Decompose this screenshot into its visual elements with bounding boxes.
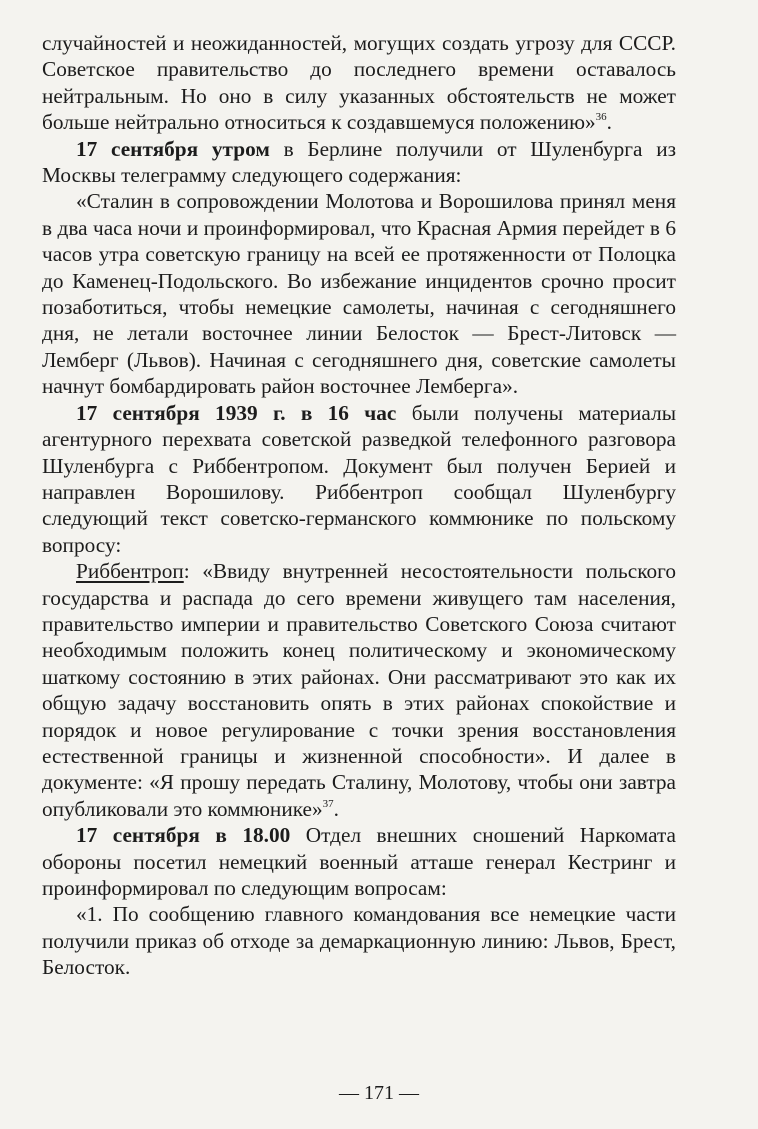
text-segment: : «Ввиду внутренней несостоятельности польского государства и распада до сего времени живущего там населения, правительство империи и правительство Советского Союза считают необходимым положить конец политическому и экономическому шаткому состоянию в этих районах. Они рассматривают это как их общую задачу восстановить опять в этих районах спокойствие и порядок и новое регулирование с точки зрения восстановления естественной границы и жизненной способности». И далее в документе: «Я прошу передать Сталину, Молотову, чтобы они завтра опубликовали это коммюнике» xyxy=(42,559,676,821)
paragraph-p5 xyxy=(42,558,676,822)
paragraph-p4 xyxy=(42,400,676,558)
date-heading: 17 сентября 1939 г. в 16 час xyxy=(76,400,397,425)
body-text xyxy=(42,30,676,981)
paragraph-p7 xyxy=(42,901,676,980)
page-number: — 171 — xyxy=(339,1082,419,1104)
text-segment: были получены материалы агентурного перехвата советской разведкой телефонного разговора Шуленбурга с Риббентропом. Документ был получен Берией и направлен Ворошилову. Риббентроп сообщал Шуленбургу следующий текст советско-германского коммюнике по польскому вопросу: xyxy=(42,400,676,557)
text-segment: «1. По сообщению главного командования все немецкие части получили приказ об отходе за демаркационную линию: Львов, Брест, Белосток. xyxy=(42,902,676,980)
footnote-ref: 36 xyxy=(595,111,607,124)
text-segment: Отдел внешних сношений Наркомата обороны посетил немецкий военный атташе генерал Кестринг и проинформировал по следующим вопросам: xyxy=(42,823,677,900)
text-segment: в Берлине получили от Шуленбурга из Москвы телеграмму следующего содержания: xyxy=(42,136,677,188)
text-segment: . xyxy=(606,110,612,135)
paragraph-p6 xyxy=(42,822,676,901)
date-heading: 17 сентября утром xyxy=(76,136,270,161)
footnote-ref: 37 xyxy=(322,797,334,810)
speaker-name: Риббентроп xyxy=(76,559,184,584)
date-heading: 17 сентября в 18.00 xyxy=(76,823,291,848)
paragraph-p2 xyxy=(42,136,676,189)
text-segment: . xyxy=(333,796,339,821)
text-segment: «Сталин в сопровождении Молотова и Ворошилова принял меня в два часа ночи и проинформировал, что Красная Армия перейдет в 6 часов утра советскую границу на всей ее протяженности от Полоцка до Каменец-Подольского. Во избежание инцидентов срочно просит позаботиться, чтобы немецкие самолеты, начиная с сегодняшнего дня, не летали восточнее линии Белосток — Брест-Литовск — Лемберг (Львов). Начиная с сегодняшнего дня, советские самолеты начнут бомбардировать район восточнее Лемберга». xyxy=(42,189,676,399)
text-segment: случайностей и неожиданностей, могущих создать угрозу для СССР. Советское правительство до последнего времени оставалось нейтральным. Но оно в силу указанных обстоятельств не может больше нейтрально относиться к создавшемуся положению» xyxy=(42,31,676,135)
paragraph-p3 xyxy=(42,188,676,399)
paragraph-p1 xyxy=(42,30,676,136)
